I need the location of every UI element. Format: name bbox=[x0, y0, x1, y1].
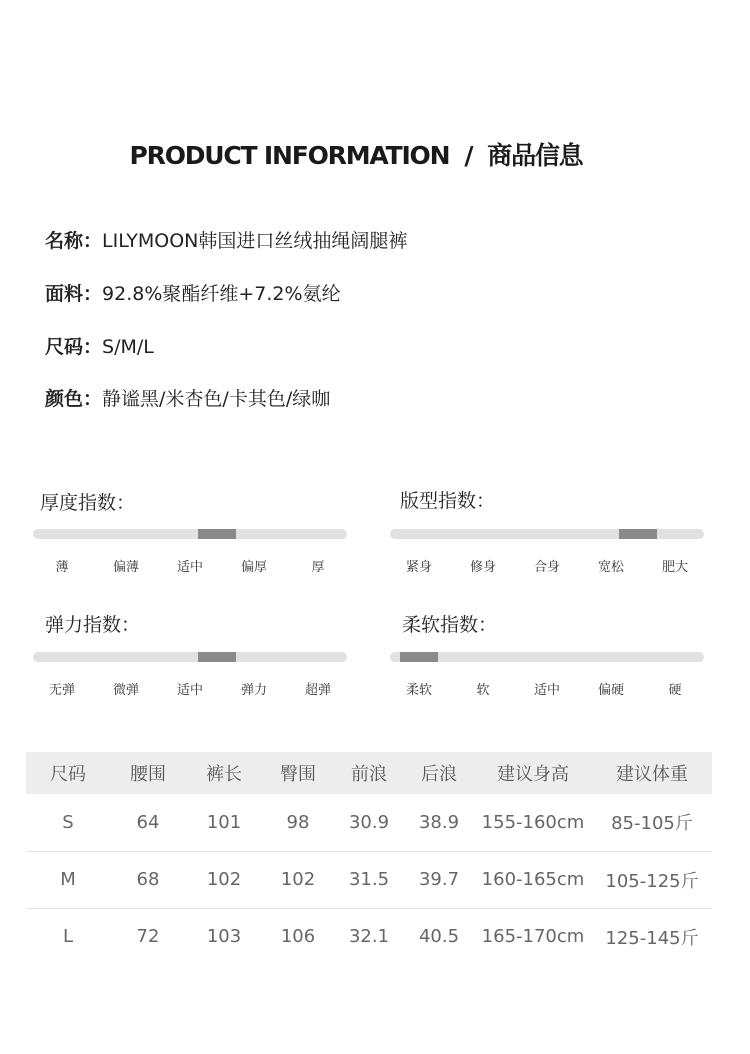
gauge-label: 合身 bbox=[533, 560, 560, 575]
col-header-weight: 建议体重 bbox=[616, 764, 688, 785]
softness-gauge-title: 柔软指数： bbox=[402, 614, 498, 636]
elasticity-gauge-track bbox=[33, 652, 347, 662]
info-size-value: S/M/L bbox=[102, 336, 154, 358]
gauge-label: 微弹 bbox=[112, 683, 139, 698]
softness-gauge-track bbox=[390, 652, 704, 662]
col-header-length: 裤长 bbox=[206, 764, 242, 785]
col-header-waist: 腰围 bbox=[130, 764, 166, 785]
elasticity-gauge-marker bbox=[198, 652, 236, 662]
gauge-label: 适中 bbox=[176, 683, 203, 698]
table-cell: 98 bbox=[286, 811, 310, 833]
table-cell: 106 bbox=[280, 926, 316, 948]
info-name-row bbox=[45, 229, 407, 253]
table-cell: 64 bbox=[136, 811, 160, 833]
gauge-label: 硬 bbox=[668, 683, 682, 698]
info-fabric-row bbox=[45, 282, 341, 306]
gauge-label: 适中 bbox=[176, 560, 203, 575]
info-color-key: 颜色： bbox=[45, 388, 103, 410]
thickness-gauge-title: 厚度指数： bbox=[40, 492, 136, 514]
table-cell: 38.9 bbox=[418, 811, 460, 833]
col-header-size: 尺码 bbox=[50, 764, 86, 785]
gauge-label: 弹力 bbox=[240, 683, 267, 698]
info-name-key: 名称： bbox=[45, 230, 103, 252]
table-row bbox=[26, 908, 712, 965]
gauge-label: 薄 bbox=[55, 560, 69, 575]
table-cell: 32.1 bbox=[348, 926, 390, 948]
table-cell: 30.9 bbox=[348, 811, 390, 833]
fit-gauge-track bbox=[390, 529, 704, 539]
gauge-label: 超弹 bbox=[304, 683, 331, 698]
info-fabric-value: 92.8%聚酯纤维+7.2%氨纶 bbox=[102, 283, 341, 305]
table-cell: 125-145斤 bbox=[605, 927, 699, 949]
table-cell: 102 bbox=[206, 869, 242, 890]
table-cell: 31.5 bbox=[348, 869, 390, 890]
info-color-value: 静谧黑/米杏色/卡其色/绿咖 bbox=[102, 388, 331, 410]
col-header-hip: 臀围 bbox=[280, 764, 316, 785]
table-cell: 68 bbox=[136, 869, 160, 890]
col-header-front-rise: 前浪 bbox=[351, 764, 387, 785]
col-header-back-rise: 后浪 bbox=[421, 764, 457, 785]
table-cell: 39.7 bbox=[418, 869, 460, 890]
size-table-header bbox=[26, 752, 712, 794]
info-name-value: LILYMOON韩国进口丝绒抽绳阔腿裤 bbox=[102, 230, 408, 252]
gauge-label: 适中 bbox=[533, 683, 560, 698]
info-size-row bbox=[45, 335, 154, 359]
gauge-label: 厚 bbox=[311, 560, 325, 575]
table-cell: 105-125斤 bbox=[605, 870, 699, 892]
table-cell: 72 bbox=[136, 926, 160, 948]
table-cell: 160-165cm bbox=[481, 869, 585, 890]
thickness-gauge-marker bbox=[198, 529, 236, 539]
table-cell: M bbox=[60, 869, 76, 890]
size-table bbox=[26, 752, 712, 965]
gauge-label: 偏硬 bbox=[597, 683, 624, 698]
table-row bbox=[26, 794, 712, 851]
gauge-label: 偏厚 bbox=[240, 560, 267, 575]
table-cell: 85-105斤 bbox=[611, 813, 693, 835]
gauge-label: 修身 bbox=[469, 560, 496, 575]
table-cell: 40.5 bbox=[418, 926, 460, 948]
gauge-label: 软 bbox=[476, 683, 490, 698]
info-fabric-key: 面料： bbox=[45, 283, 103, 305]
table-cell: 102 bbox=[280, 869, 316, 890]
softness-gauge-marker bbox=[400, 652, 438, 662]
page-title: PRODUCT INFORMATION / 商品信息 bbox=[129, 141, 583, 170]
table-cell: S bbox=[62, 811, 74, 833]
gauge-label: 偏薄 bbox=[112, 560, 139, 575]
elasticity-gauge-title: 弹力指数： bbox=[45, 614, 141, 636]
fit-gauge-title: 版型指数： bbox=[400, 490, 496, 512]
gauge-label: 肥大 bbox=[661, 560, 688, 575]
info-color-row bbox=[45, 387, 330, 411]
table-row bbox=[26, 851, 712, 908]
gauge-label: 柔软 bbox=[405, 683, 432, 698]
table-cell: 103 bbox=[206, 926, 242, 948]
table-cell: 165-170cm bbox=[481, 926, 585, 948]
table-cell: 101 bbox=[206, 811, 242, 833]
table-cell: L bbox=[62, 926, 74, 948]
fit-gauge-marker bbox=[619, 529, 657, 539]
gauge-label: 无弹 bbox=[48, 683, 75, 698]
thickness-gauge-track bbox=[33, 529, 347, 539]
gauge-label: 宽松 bbox=[597, 560, 624, 575]
col-header-height: 建议身高 bbox=[497, 764, 569, 785]
gauge-label: 紧身 bbox=[405, 560, 432, 575]
info-size-key: 尺码： bbox=[45, 336, 103, 358]
table-cell: 155-160cm bbox=[481, 811, 585, 833]
